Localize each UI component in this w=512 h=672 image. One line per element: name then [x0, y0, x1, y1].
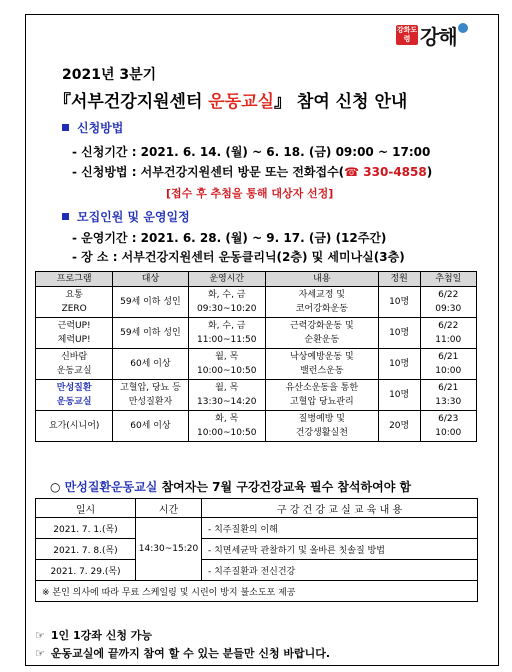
program-draw-date: 6/23 10:00	[420, 411, 476, 442]
pointing-hand-icon: ☞	[35, 628, 45, 642]
table-header-cell: 구 강 건 강 교 실 교 육 내 용	[202, 499, 478, 518]
program-time: 월, 목 13:30~14:20	[188, 380, 265, 411]
program-content: 유산소운동을 통한 고혈압 당뇨관리	[265, 380, 378, 411]
table-header-cell: 운영시간	[188, 272, 265, 287]
program-content: 자세교정 및 코어강화운동	[265, 287, 378, 318]
section-schedule: 모집인원 및 운영일정	[62, 208, 190, 225]
program-time: 월, 목 10:00~10:50	[188, 349, 265, 380]
page-title-quarter: 2021년 3분기	[62, 67, 157, 83]
square-bullet-icon	[62, 213, 69, 220]
table-row	[36, 287, 477, 318]
edu-date: 2021. 7. 1.(목)	[36, 518, 136, 539]
section-apply: 신청방법	[62, 119, 123, 136]
run-place: - 장 소 : 서부건강지원센터 운동클리닉(2층) 및 세미나실(3층)	[72, 250, 405, 264]
edu-content: - 치주질환의 이해	[202, 518, 478, 539]
program-time: 화, 수, 금 11:00~11:50	[188, 318, 265, 349]
logo-dot-icon	[458, 23, 468, 33]
program-capacity: 10명	[378, 287, 420, 318]
program-capacity: 10명	[378, 380, 420, 411]
program-name: 근력UP! 체력UP!	[36, 318, 113, 349]
table-header-cell: 추첨일	[420, 272, 476, 287]
table-row	[36, 581, 478, 602]
edu-footnote: ※ 본인 의사에 따라 무료 스케일링 및 시린이 방지 불소도포 제공	[36, 581, 478, 602]
page-title: 『서부건강지원센터 운동교실』 참여 신청 안내	[54, 92, 408, 112]
table-header-cell: 프로그램	[36, 272, 113, 287]
table-header-cell: 시간	[136, 499, 202, 518]
edu-notice: ○ 만성질환운동교실 참여자는 7월 구강건강교육 필수 참석하여야 함	[50, 480, 412, 494]
apply-period: - 신청기간 : 2021. 6. 14. (월) ~ 6. 18. (금) 09:00 ~ 17:00	[72, 145, 431, 159]
edu-content: - 치주질환과 전신건강	[202, 560, 478, 581]
table-row	[36, 518, 478, 539]
program-content: 질병예방 및 건강생활실천	[265, 411, 378, 442]
logo-mark: 강화도령	[396, 26, 418, 43]
program-target: 59세 이하 성인	[113, 318, 188, 349]
program-capacity: 10명	[378, 349, 420, 380]
edu-content: - 치면세균막 관찰하기 및 올바른 칫솔질 방법	[202, 539, 478, 560]
logo-text: 강해	[420, 24, 457, 49]
square-bullet-icon	[62, 124, 69, 131]
ganghwa-logo	[396, 22, 468, 48]
run-period: - 운영기간 : 2021. 6. 28. (월) ~ 9. 17. (금) (12주간)	[72, 231, 387, 245]
table-row	[36, 349, 477, 380]
program-target: 59세 이하 성인	[113, 287, 188, 318]
program-name: 요가(시니어)	[36, 411, 113, 442]
program-capacity: 20명	[378, 411, 420, 442]
edu-date: 2021. 7. 29.(목)	[36, 560, 136, 581]
program-content: 낙상예방운동 및 밸런스운동	[265, 349, 378, 380]
program-name: 만성질환 운동교실	[36, 380, 113, 411]
program-draw-date: 6/21 10:00	[420, 349, 476, 380]
table-row	[36, 539, 478, 560]
oral-health-table	[35, 498, 478, 602]
program-draw-date: 6/21 13:30	[420, 380, 476, 411]
program-capacity: 10명	[378, 318, 420, 349]
program-content: 근력강화운동 및 순환운동	[265, 318, 378, 349]
table-row	[36, 411, 477, 442]
footer-note-2: ☞ 운동교실에 끝까지 참여 할 수 있는 분들만 신청 바랍니다.	[35, 646, 331, 660]
edu-date: 2021. 7. 8.(목)	[36, 539, 136, 560]
program-time: 화, 목 10:00~10:50	[188, 411, 265, 442]
program-draw-date: 6/22 11:00	[420, 318, 476, 349]
footer-note-1: ☞ 1인 1강좌 신청 가능	[35, 628, 153, 642]
program-name: 요통 ZERO	[36, 287, 113, 318]
program-target: 고혈압, 당뇨 등 만성질환자	[113, 380, 188, 411]
table-header-cell: 대상	[113, 272, 188, 287]
apply-method: - 신청방법 : 서부건강지원센터 방문 또는 전화접수(☎ 330-4858)	[72, 165, 433, 179]
apply-note: [접수 후 추첨을 통해 대상자 선정]	[166, 187, 334, 200]
program-target: 60세 이상	[113, 349, 188, 380]
program-target: 60세 이상	[113, 411, 188, 442]
edu-time: 14:30~15:20	[136, 518, 202, 581]
program-draw-date: 6/22 09:30	[420, 287, 476, 318]
table-header-cell: 정원	[378, 272, 420, 287]
program-time: 화, 수, 금 09:30~10:20	[188, 287, 265, 318]
table-header-cell: 내용	[265, 272, 378, 287]
table-row	[36, 318, 477, 349]
program-name: 신바람 운동교실	[36, 349, 113, 380]
table-row	[36, 560, 478, 581]
table-header-cell: 일시	[36, 499, 136, 518]
pointing-hand-icon: ☞	[35, 646, 45, 660]
program-table	[35, 271, 477, 442]
table-row	[36, 380, 477, 411]
